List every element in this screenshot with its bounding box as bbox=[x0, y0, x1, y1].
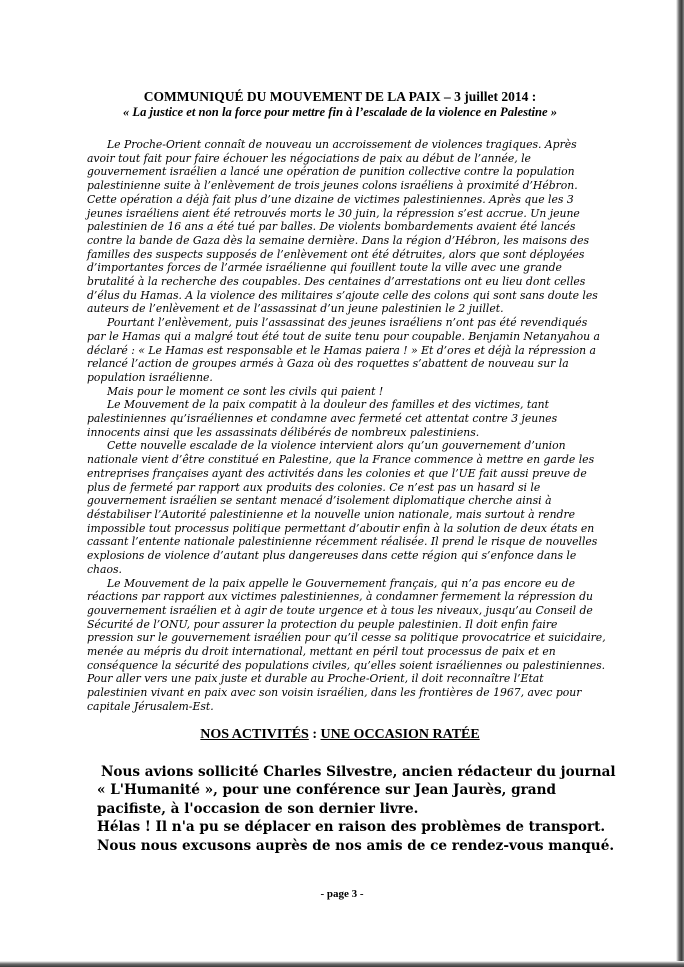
activities-paragraph bbox=[97, 763, 627, 818]
activities-paragraph bbox=[97, 818, 627, 855]
activities-body bbox=[97, 763, 627, 855]
communique-title: COMMUNIQUÉ DU MOUVEMENT DE LA PAIX – 3 juillet 2014 : bbox=[143, 89, 537, 104]
communique-paragraph: Le Mouvement de la paix appelle le Gouvernement français, qui n’a pas encore eu de réactions par rapport aux victimes palestiniennes, à condamner fermement la répression du gouvernement israélien et à agir de toute urgence et à tous les niveaux, jusqu’au Conseil de Sécurité de l’ONU, pour assurer la protection du peuple palestinien. Il doit enfin faire pression sur le gouvernement israélien pour qu’il cesse sa politique provocatrice et suicidaire, menée au mépris du droit international, mettant en péril tout processus de paix et en conséquence la sécurité des populations civiles, qu’elles soient israéliennes ou palestiniennes. Pour aller vers une paix juste et durable au Proche-Orient, il doit reconnaître l’Etat palestinien vivant en paix avec son voisin israélien, dans les frontières de 1967, avec pour capitale Jérusalem-Est. bbox=[87, 576, 606, 713]
communique-paragraph: Cette nouvelle escalade de la violence intervient alors qu’un gouvernement d’union nationale vient d’être constitué en Palestine, que la France commence à mettre en garde les entreprises françaises ayant des activités dans les colonies et que l’UE fait aussi preuve de plus de fermeté par rapport aux produits des colonies. Ce n’est pas un hasard si le gouvernement israélien se sentant menacé d’isolement diplomatique cherche ainsi à déstabiliser l’Autorité palestinienne et la nouvelle union nationale, mais surtout à rendre impossible tout processus politique permettant d’aboutir enfin à la solution de deux états en cassant l’entente nationale palestinienne récemment réalisée. Il prend le risque de nouvelles explosions de violence d’autant plus dangereuses dans cette région qui s’enfonce dans le chaos. bbox=[87, 439, 598, 576]
page-edge-bottom bbox=[0, 961, 684, 967]
activities-heading-left: NOS ACTIVITÉS bbox=[200, 727, 309, 742]
page-edge-right bbox=[676, 0, 684, 967]
activities-heading-separator: : bbox=[308, 727, 321, 742]
communique-subtitle: « La justice et non la force pour mettre fin à l’escalade de la violence en Palestine » bbox=[122, 105, 558, 119]
activities-paragraph-text: Hélas ! Il n'a pu se déplacer en raison des problèmes de transport. Nous nous excusons auprès de nos amis de ce rendez-vous manqué. bbox=[97, 819, 615, 854]
communique-paragraph: Mais pour le moment ce sont les civils qui paient ! bbox=[107, 384, 384, 398]
communique-paragraph: Pourtant l’enlèvement, puis l’assassinat des jeunes israéliens n’ont pas été revendiqués par le Hamas qui a malgré tout été tout de suite tenu pour coupable. Benjamin Netanyahou a déclaré : « Le Hamas est responsable et le Hamas paiera ! » Et d’ores et déjà la répression a relancé l’action de groupes armés à Gaza où des roquettes s’abattent de nouveau sur la population israélienne. bbox=[87, 316, 600, 384]
communique-paragraph: Le Mouvement de la paix compatit à la douleur des familles et des victimes, tant palestiniennes qu’israéliennes et condamne avec fermeté cet attentat contre 3 jeunes innocents ainsi que les assassinats délibérés de nombreux palestiniens. bbox=[87, 398, 558, 439]
communique-body bbox=[87, 138, 607, 714]
activities-heading-right: UNE OCCASION RATÉE bbox=[320, 727, 480, 742]
activities-paragraph-text: Nous avions sollicité Charles Silvestre, ancien rédacteur du journal « L'Humanité », pour une conférence sur Jean Jaurès, grand pacifiste, à l'occasion de son dernier livre. bbox=[97, 764, 616, 817]
activities-heading bbox=[60, 726, 620, 744]
page-number: - page 3 - bbox=[320, 888, 364, 900]
communique-paragraph: Le Proche-Orient connaît de nouveau un accroissement de violences tragiques. Après avoir tout fait pour faire échouer les négociations de paix au début de l’année, le gouvernement israélien a lancé une opération de punition collective contre la population palestinienne suite à l’enlèvement de trois jeunes colons israéliens à proximité d’Hébron. Cette opération a déjà fait plus d’une dizaine de victimes palestiniennes. Après que les 3 jeunes israéliens aient été retrouvés morts le 30 juin, la répression s’est accrue. Un jeune palestinien de 16 ans a été tué par balles. De violents bombardements avaient été lancés contre la bande de Gaza dès la semaine dernière. Dans la région d’Hébron, les maisons des familles des suspects supposés de l’enlèvement ont été détruites, alors que sont déployées d’importantes forces de l’armée israélienne qui fouillent toute la ville avec une grande brutalité à la recherche des coupables. Des centaines d’arrestations ont eu lieu dont celles d’élus du Hamas. A la violence des militaires s’ajoute celle des colons qui sont sans doute les auteurs de l’enlèvement et de l’assassinat d’un jeune palestinien le 2 juillet. bbox=[87, 138, 598, 316]
